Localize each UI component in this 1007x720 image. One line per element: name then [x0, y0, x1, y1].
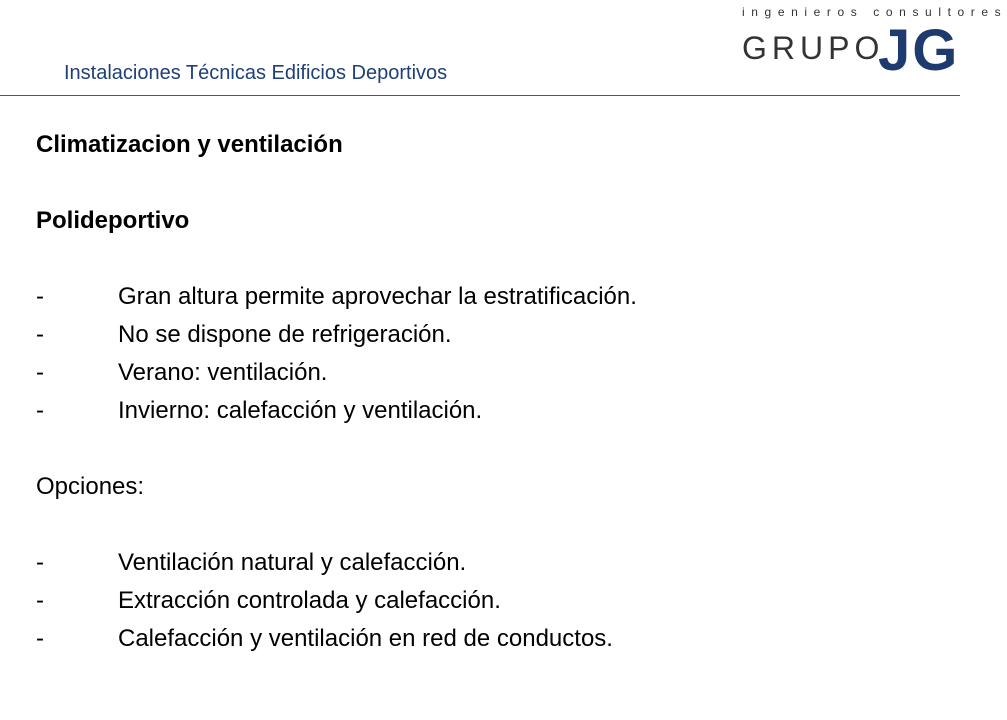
header-title: Instalaciones Técnicas Edificios Deportivos [64, 62, 448, 84]
spacer [36, 164, 936, 202]
list-item [36, 582, 936, 620]
spacer [36, 506, 936, 544]
bullet-marker: - [36, 359, 44, 386]
logo-tagline: ingenieros consultores [742, 5, 1007, 19]
slide-content [36, 126, 936, 658]
logo-mark: JG [878, 18, 960, 83]
bullet-marker: - [36, 397, 44, 424]
list-item-text: Ventilación natural y calefacción. [118, 549, 467, 576]
list-item-text: Gran altura permite aprovechar la estratificación. [118, 283, 637, 310]
options-label: Opciones: [36, 473, 145, 500]
spacer [36, 240, 936, 278]
list-item [36, 544, 936, 582]
list-item [36, 354, 936, 392]
bullet-marker: - [36, 283, 44, 310]
slide-subtitle: Polideportivo [36, 207, 190, 234]
bullet-marker: - [36, 321, 44, 348]
list-item-text: No se dispone de refrigeración. [118, 321, 452, 348]
list-item [36, 620, 936, 658]
slide-title: Climatizacion y ventilación [36, 131, 343, 158]
logo-brand: GRUPO [742, 30, 885, 66]
list-item-text: Verano: ventilación. [118, 359, 328, 386]
list-item [36, 316, 936, 354]
header-divider [0, 95, 960, 96]
list-item [36, 392, 936, 430]
bullet-marker: - [36, 587, 44, 614]
list-item-text: Extracción controlada y calefacción. [118, 587, 501, 614]
list-item-text: Invierno: calefacción y ventilación. [118, 397, 483, 424]
bullet-marker: - [36, 625, 44, 652]
bullet-marker: - [36, 549, 44, 576]
list-item [36, 278, 936, 316]
spacer [36, 430, 936, 468]
company-logo [728, 0, 1007, 95]
list-item-text: Calefacción y ventilación en red de conductos. [118, 625, 613, 652]
